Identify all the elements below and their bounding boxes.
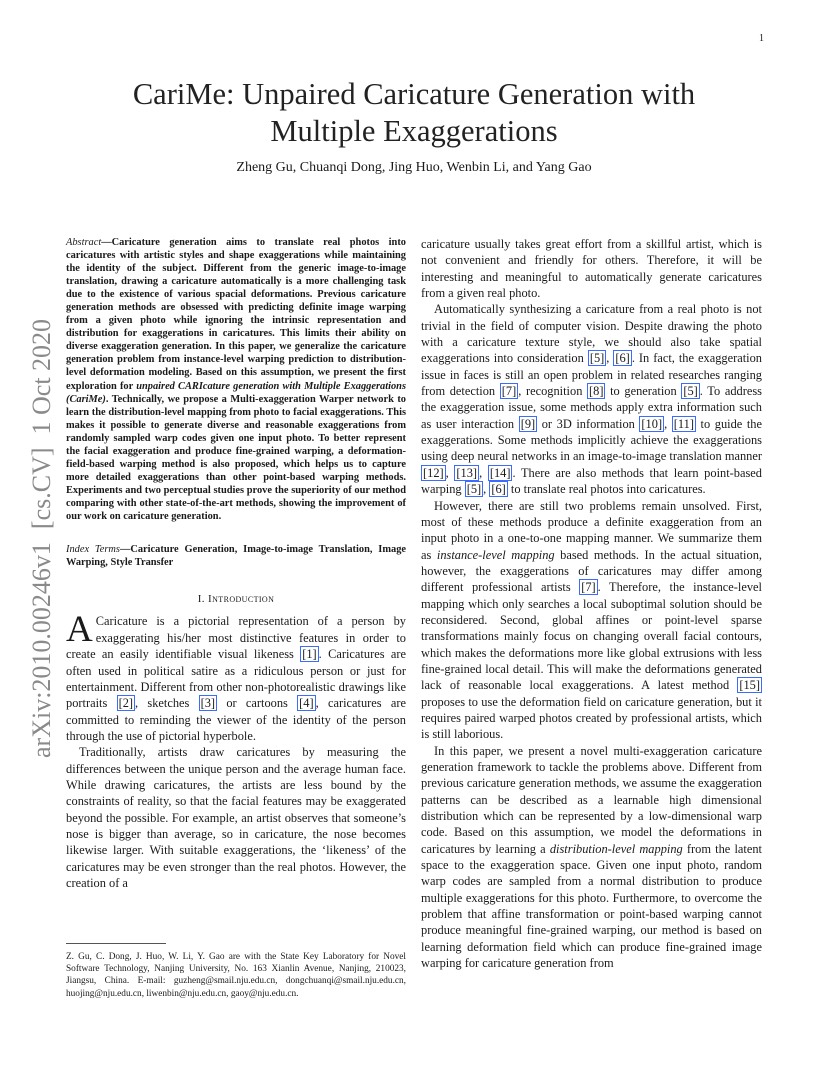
citation-link[interactable]: [4] [299, 696, 314, 711]
right-paragraph-1: caricature usually takes great effort from a skillful artist, which is not convenient and friendly for others. Therefore, it will be interesting and meaningful to automatically generate caricatures from a given real photo. [421, 237, 762, 301]
intro-paragraph-2: Traditionally, artists draw caricatures by measuring the differences between the unique person and the average human face. While drawing caricatures, the artists are less bound by the constraints of reality, so that the facial features may be exaggerated beyond the possible. For example, an artist observes that someone’s nose is bigger than average, so in caricature, the nose becomes likewise larger. With suitable exaggerations, the ‘likeness’ of the caricatures may be even stronger than the real photos. However, the creation of a [66, 745, 406, 890]
citation-link[interactable]: [15] [739, 678, 760, 693]
right-p4-text: In this paper, we present a novel multi-exaggeration caricature generation framework to tackle the problems above. Different from previous caricature generation methods, we assume the exaggeration patterns can be described as a learnable high dimensional distribution which can be represented by a low-dimensional warp code. Based on this assumption, we model the deformations in caricatures by learning a [421, 743, 762, 856]
intro-p1-text: . Caricatures are often used in political satire as a ridiculous person or just for entertainment. Different from other non-photorealistic drawings like portraits [66, 647, 406, 711]
title-line-2: Multiple Exaggerations [270, 114, 558, 148]
intro-p1-text: , caricatures are committed to reminding the viewer of the identity of the person through the use of pictorial hyperbole. [66, 696, 406, 743]
section-heading-introduction: I. Introduction [197, 593, 275, 606]
citation-link[interactable]: [5] [589, 351, 605, 366]
arxiv-identifier-text: arXiv:2010.00246v1 [cs.CV] 1 Oct 2020 [27, 318, 56, 758]
citation-link[interactable]: [5] [683, 384, 698, 399]
right-p4-text: from the latent space to the exaggeration space. Given one input photo, random warp codes are sampled from a normal distribution to produce multiple exaggerations for this photo. Furthermore, to overcome the problem that affine transformation or point-based warping cannot produce meaningful fine-grained warping, our method is based on learning deformation field which can produce fine-grained image warping for caricature generation from [421, 841, 763, 971]
index-terms-label: Index Terms [66, 544, 120, 556]
index-terms-dash: — [119, 544, 131, 556]
citation-link[interactable]: [5] [466, 482, 482, 497]
arxiv-side-stamp [16, 298, 62, 758]
page-number: 1 [759, 33, 764, 44]
citation-link[interactable]: [8] [589, 384, 604, 399]
author-list: Zheng Gu, Chuanqi Dong, Jing Huo, Wenbin Li, and Yang Gao [236, 160, 592, 175]
right-p2-text: , [664, 416, 672, 431]
citation-link[interactable]: [6] [615, 351, 630, 366]
right-p2-text: , [479, 465, 488, 480]
right-paragraph-2 [421, 301, 762, 497]
intro-p1-text: or cartoons [217, 696, 298, 711]
index-terms-text: Caricature Generation, Image-to-image Translation, Image Warping, Style Transfer [66, 544, 407, 569]
abstract-text-1: Caricature generation aims to translate real photos into caricatures with artistic styles and shape exaggerations while maintaining the identity of the subject. Different from the generic image-to-image translation, drawing a caricature automatically is a more challenging task due to the existence of various spacial deformations. Previous caricature generation methods are obsessed with predicting definite image warping from a given photo while ignoring the intrinsic representation and distribution for exaggerations in caricatures. This limits their ability on diverse exaggeration generation. In this paper, we generalize the caricature generation problem from instance-level warping prediction to distribution-level deformation modeling. Based on this assumption, we present the first exploration for [66, 237, 406, 392]
citation-link[interactable]: [9] [520, 416, 536, 431]
abstract-dash: — [101, 237, 112, 248]
right-p2-text: to generation [605, 384, 682, 399]
citation-link[interactable]: [14] [489, 465, 511, 480]
right-p2-text: . There are also methods that learn point-based warping [421, 465, 762, 497]
dropcap-letter: A [66, 609, 93, 651]
right-p2-text: . In fact, the exaggeration issue in faces is still an open problem in related researches ranging from detection [421, 351, 762, 399]
citation-link[interactable]: [10] [641, 416, 663, 431]
right-p3-text: proposes to use the deformation field on caricature generation, but it requires paired warped photos created by professional artists, which is still laborious. [421, 694, 762, 742]
right-p2-text: , [483, 482, 490, 497]
abstract-italic: unpaired CARIcature generation with Multiple Exaggerations (CariMe) [66, 380, 406, 405]
title-line-1: CariMe: Unpaired Caricature Generation with [132, 77, 696, 111]
right-p2-text: , [445, 465, 455, 480]
paper-title [60, 76, 768, 150]
citation-link[interactable]: [2] [118, 696, 134, 711]
right-p3-text: However, there are still two problems remain unsolved. First, most of these methods produce a definite exaggeration from an input photo in a one-to-one mapping manner. We summarize them as [421, 498, 762, 562]
abstract-text-2: . Technically, we propose a Multi-exaggeration Warper network to learn the distribution-level mapping from photo to facial exaggerations. This makes it possible to generate diverse and reasonable exaggerations from randomly sampled warp codes given one input photo. To better represent the facial exaggeration and produce fine-grained warping, a deformation-field-based warping method is also proposed, which helps us to capture more detailed exaggerations than other point-based warping methods. Experiments and two perceptual studies prove the superiority of our method comparing with other state-of-the-art methods, showing the improvement of our work on caricature generation. [66, 393, 406, 522]
author-affiliation-footnote: Z. Gu, C. Dong, J. Huo, W. Li, Y. Gao are with the State Key Laboratory for Novel Software Technology, Nanjing University, No. 163 Xianlin Avenue, Nanjing, 210023, Jiangsu, China. E-mail: guzheng@smail.nju.edu.cn, dongchuanqi@smail.nju.edu.cn, huojing@nju.edu.cn, liwenbin@nju.edu.cn, gaoy@nju.edu.cn. [66, 952, 406, 999]
right-p3-italic: instance-level mapping [436, 547, 555, 562]
citation-link[interactable]: [13] [456, 465, 478, 480]
right-column [421, 236, 762, 971]
citation-link[interactable]: [11] [673, 416, 694, 431]
citation-link[interactable]: [3] [200, 696, 216, 711]
right-p2-text: or 3D information [537, 416, 640, 431]
right-p2-text: . To address the exaggeration issue, some methods apply extra information such as user interaction [421, 384, 762, 431]
right-p2-text: , recognition [518, 384, 588, 399]
right-p2-text: , [606, 351, 614, 366]
right-paragraph-3 [421, 498, 762, 743]
citation-link[interactable]: [6] [491, 482, 506, 497]
abstract-label: Abstract [66, 237, 102, 248]
right-p2-text: to guide the exaggerations. Some methods implicitly achieve the exaggerations using deep neural networks in an image-to-image translation manner [421, 416, 762, 464]
footnote-divider [66, 943, 166, 944]
abstract [66, 236, 406, 523]
right-p4-italic: distribution-level mapping [549, 841, 683, 856]
citation-link[interactable]: [12] [423, 465, 444, 480]
left-column [66, 236, 406, 891]
intro-paragraph-1 [66, 609, 406, 744]
citation-link[interactable]: [1] [302, 647, 317, 662]
right-p3-text: based methods. In the actual situation, however, the exaggerations of caricatures may differ among different professional artists [421, 547, 762, 595]
right-paragraph-4 [421, 743, 762, 972]
index-terms [66, 543, 406, 569]
right-p3-text: . Therefore, the instance-level mapping which only searches a local suboptimal solution should be reconsidered. Second, global affines or point-level sparse transformations mainly focus on changing overall facial contours, which makes the deformations more like global extrusions with less fine-grained local detail. This will make the deformations generated lack of reasonable local exaggerations. A latest method [421, 580, 762, 693]
citation-link[interactable]: [7] [501, 384, 517, 399]
citation-link[interactable]: [7] [581, 580, 596, 595]
intro-p1-text: Caricature is a pictorial representation of a person by exaggerating his/her most distinctive features in order to create an easily identifiable visual likeness [66, 614, 406, 662]
right-p2-text: to translate real photos into caricatures. [507, 482, 706, 497]
right-p2-text: Automatically synthesizing a caricature from a real photo is not trivial in the field of computer vision. Despite drawing the photo with a caricature texture style, we should also take spatial exaggerations into consideration [421, 302, 762, 366]
intro-p1-text: , sketches [135, 696, 199, 711]
